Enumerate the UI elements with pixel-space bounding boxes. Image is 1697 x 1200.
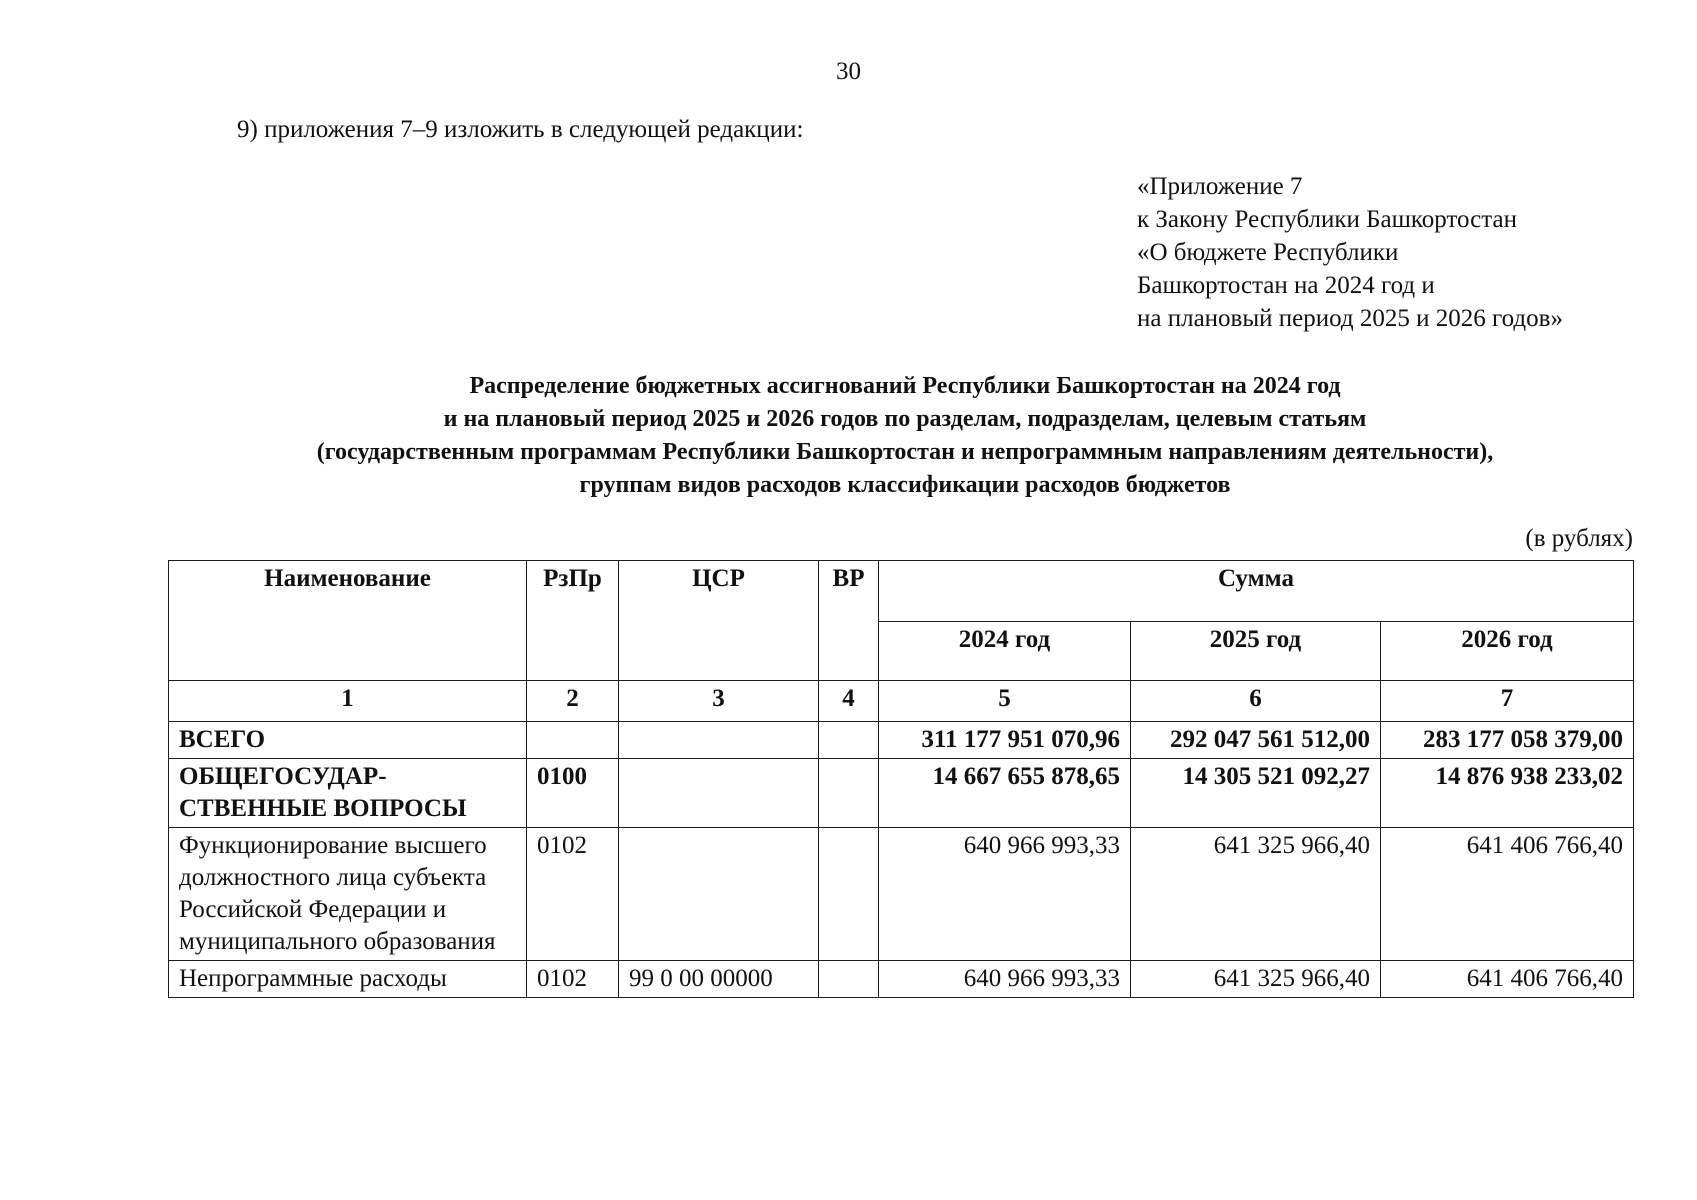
row-csr [619,722,819,759]
row-value-2026: 641 406 766,40 [1381,961,1634,998]
column-number-1: 1 [169,681,527,722]
header-year-2026: 2026 год [1381,622,1634,681]
row-rzpr: 0102 [527,828,619,961]
appendix-reference [1137,170,1563,335]
row-value-2026: 14 876 938 233,02 [1381,759,1634,828]
row-name: ОБЩЕГОСУДАР-СТВЕННЫЕ ВОПРОСЫ [169,759,527,828]
appendix-line-1: «Приложение 7 [1137,173,1303,200]
title-line-2: и на плановый период 2025 и 2026 годов по разделам, подразделам, целевым статьям [443,406,1367,432]
intro-text: 9) приложения 7–9 изложить в следующей редакции: [237,116,804,143]
page-number: 30 [836,58,861,85]
row-name: ВСЕГО [169,722,527,759]
row-value-2024: 14 667 655 878,65 [879,759,1131,828]
row-rzpr: 0100 [527,759,619,828]
header-year-2024: 2024 год [879,622,1131,681]
appendix-line-3: «О бюджете Республики [1137,239,1399,266]
row-rzpr: 0102 [527,961,619,998]
row-value-2024: 311 177 951 070,96 [879,722,1131,759]
title-line-3: (государственным программам Республики Башкортостан и непрограммным направлениям деятельности), [316,439,1494,465]
row-value-2025: 14 305 521 092,27 [1131,759,1381,828]
column-number-4: 4 [819,681,879,722]
title-line-1: Распределение бюджетных ассигнований Республики Башкортостан на 2024 год [469,373,1341,399]
row-value-2026: 641 406 766,40 [1381,828,1634,961]
header-name: Наименование [169,561,527,681]
row-name: Функционирование высшего должностного лица субъекта Российской Федерации и муниципального образования [169,828,527,961]
appendix-line-5: на плановый период 2025 и 2026 годов» [1137,305,1563,332]
header-rzpr: РзПр [527,561,619,681]
appendix-line-2: к Закону Республики Башкортостан [1137,206,1517,233]
row-csr [619,759,819,828]
row-vr [819,759,879,828]
appendix-line-4: Башкортостан на 2024 год и [1137,272,1435,299]
column-number-3: 3 [619,681,819,722]
row-name: Непрограммные расходы [169,961,527,998]
header-year-2025: 2025 год [1131,622,1381,681]
row-value-2025: 641 325 966,40 [1131,828,1381,961]
row-vr [819,722,879,759]
header-vr: ВР [819,561,879,681]
column-number-2: 2 [527,681,619,722]
budget-table [168,560,1634,998]
table-row-total [169,722,1634,759]
header-csr: ЦСР [619,561,819,681]
row-vr [819,961,879,998]
table-row-general-issues [169,759,1634,828]
column-number-5: 5 [879,681,1131,722]
header-sum: Сумма [879,561,1634,622]
row-value-2025: 641 325 966,40 [1131,961,1381,998]
column-number-6: 6 [1131,681,1381,722]
row-value-2024: 640 966 993,33 [879,961,1131,998]
table-row-non-program [169,961,1634,998]
document-title [150,370,1660,502]
column-number-7: 7 [1381,681,1634,722]
row-vr [819,828,879,961]
row-csr: 99 0 00 00000 [619,961,819,998]
row-value-2024: 640 966 993,33 [879,828,1131,961]
row-value-2026: 283 177 058 379,00 [1381,722,1634,759]
units-label: (в рублях) [1525,525,1633,552]
title-line-4: группам видов расходов классификации расходов бюджетов [579,472,1231,498]
row-value-2025: 292 047 561 512,00 [1131,722,1381,759]
row-csr [619,828,819,961]
table-row-head-official [169,828,1634,961]
row-rzpr [527,722,619,759]
